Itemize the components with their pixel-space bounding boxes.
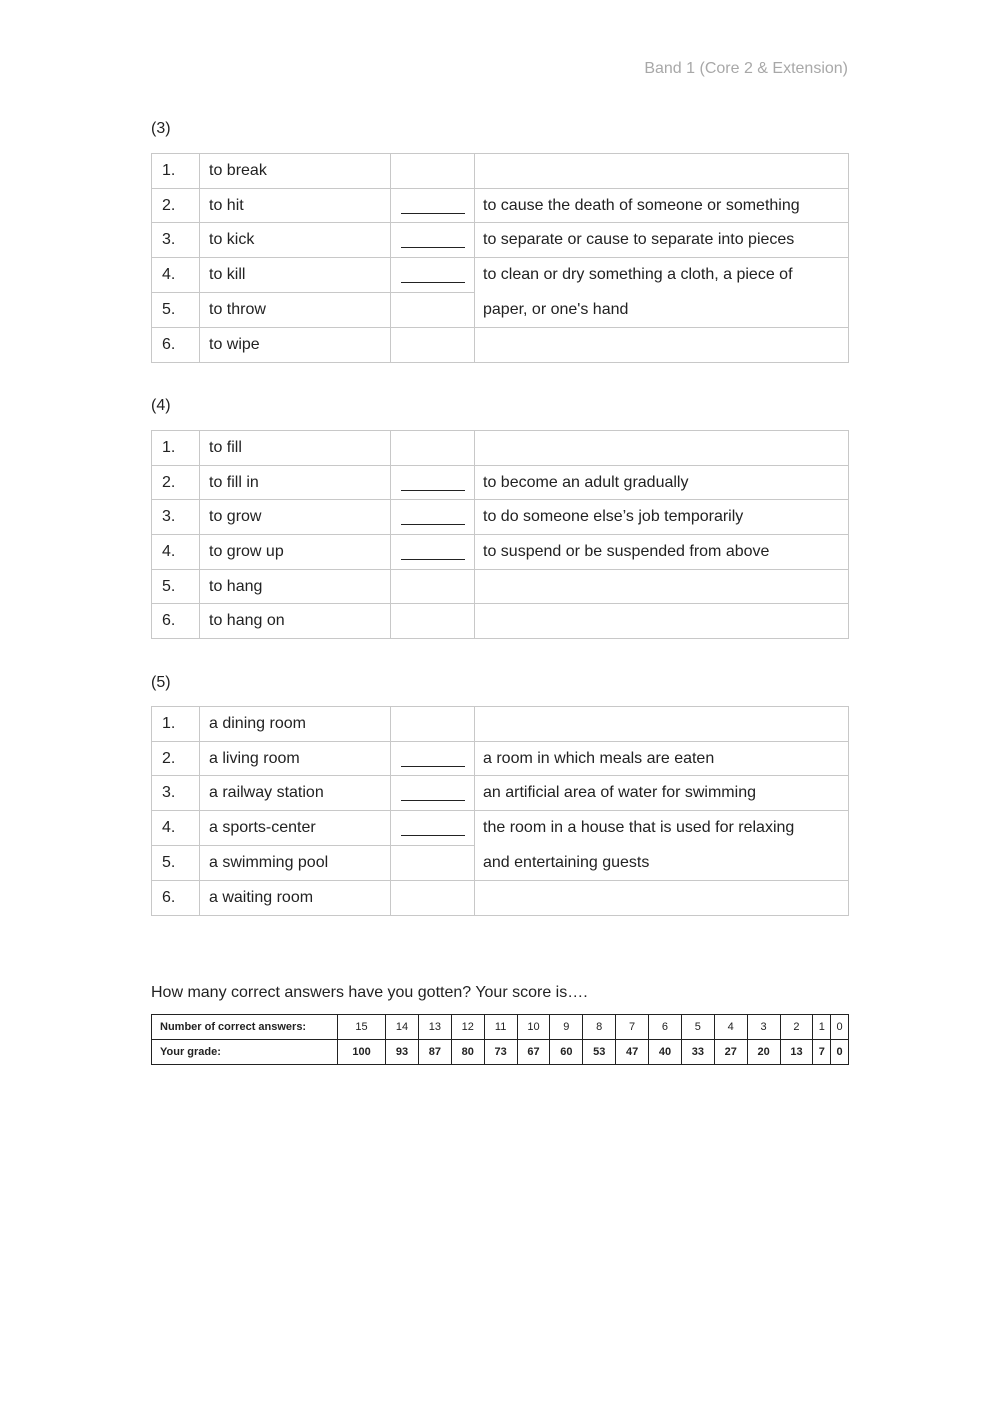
grade-value: 7 <box>813 1040 831 1065</box>
matching-table-3 <box>151 153 849 363</box>
score-question: How many correct answers have you gotten? Your score is…. <box>151 984 588 1001</box>
section-label-5: (5) <box>151 674 171 691</box>
item-word: to kick <box>200 223 391 258</box>
item-number: 2. <box>152 741 200 776</box>
correct-count: 0 <box>831 1015 849 1040</box>
correct-count: 15 <box>338 1015 386 1040</box>
grade-row <box>152 1040 849 1065</box>
answer-blank[interactable] <box>391 741 475 776</box>
grade-value: 33 <box>681 1040 714 1065</box>
item-number: 1. <box>152 431 200 466</box>
table-row <box>152 535 849 570</box>
item-number: 6. <box>152 881 200 916</box>
section-label-4: (4) <box>151 397 171 414</box>
item-word: a sports-center <box>200 811 391 846</box>
definition: to clean or dry something a cloth, a piece of paper, or one's hand <box>475 258 849 328</box>
table-row <box>152 258 849 293</box>
grade-value: 13 <box>780 1040 813 1065</box>
item-word: to hit <box>200 188 391 223</box>
item-number: 3. <box>152 500 200 535</box>
table-row <box>152 811 849 846</box>
item-word: to hang on <box>200 604 391 639</box>
answer-blank[interactable] <box>391 258 475 293</box>
table-row <box>152 465 849 500</box>
definition: to do someone else’s job temporarily <box>475 500 849 535</box>
answer-blank[interactable] <box>391 535 475 570</box>
definition: the room in a house that is used for relaxing and entertaining guests <box>475 811 849 881</box>
table-row <box>152 741 849 776</box>
grade-value: 53 <box>583 1040 616 1065</box>
table-row <box>152 154 849 189</box>
grade-value: 93 <box>386 1040 419 1065</box>
correct-count: 6 <box>649 1015 682 1040</box>
item-number: 5. <box>152 293 200 328</box>
item-word: a waiting room <box>200 881 391 916</box>
grade-value: 0 <box>831 1040 849 1065</box>
correct-count: 5 <box>681 1015 714 1040</box>
table-row <box>152 500 849 535</box>
table-row <box>152 569 849 604</box>
definition: a room in which meals are eaten <box>475 741 849 776</box>
grade-value: 47 <box>616 1040 649 1065</box>
item-number: 6. <box>152 604 200 639</box>
table-row <box>152 431 849 466</box>
table-row <box>152 776 849 811</box>
table-row <box>152 707 849 742</box>
grade-value: 27 <box>714 1040 747 1065</box>
item-word: to wipe <box>200 328 391 363</box>
definition: to suspend or be suspended from above <box>475 535 849 570</box>
definition: to separate or cause to separate into pieces <box>475 223 849 258</box>
item-number: 2. <box>152 188 200 223</box>
grade-value: 40 <box>649 1040 682 1065</box>
item-number: 1. <box>152 707 200 742</box>
item-word: to grow <box>200 500 391 535</box>
item-word: to kill <box>200 258 391 293</box>
table-row <box>152 604 849 639</box>
item-word: to break <box>200 154 391 189</box>
item-word: to fill in <box>200 465 391 500</box>
item-word: a swimming pool <box>200 846 391 881</box>
table-row <box>152 188 849 223</box>
item-number: 3. <box>152 776 200 811</box>
grade-value: 67 <box>517 1040 550 1065</box>
answer-blank[interactable] <box>391 223 475 258</box>
grade-value: 73 <box>484 1040 517 1065</box>
answer-blank[interactable] <box>391 500 475 535</box>
correct-count: 3 <box>747 1015 780 1040</box>
item-word: to grow up <box>200 535 391 570</box>
correct-count: 10 <box>517 1015 550 1040</box>
item-word: to throw <box>200 293 391 328</box>
answer-blank[interactable] <box>391 188 475 223</box>
item-number: 4. <box>152 258 200 293</box>
item-number: 4. <box>152 535 200 570</box>
correct-answers-row <box>152 1015 849 1040</box>
correct-answers-label: Number of correct answers: <box>152 1015 338 1040</box>
definition: an artificial area of water for swimming <box>475 776 849 811</box>
section-label-3: (3) <box>151 120 171 137</box>
correct-count: 14 <box>386 1015 419 1040</box>
correct-count: 1 <box>813 1015 831 1040</box>
correct-count: 4 <box>714 1015 747 1040</box>
item-number: 4. <box>152 811 200 846</box>
grade-label: Your grade: <box>152 1040 338 1065</box>
grade-value: 87 <box>418 1040 451 1065</box>
item-number: 3. <box>152 223 200 258</box>
definition: to become an adult gradually <box>475 465 849 500</box>
grade-value: 80 <box>451 1040 484 1065</box>
correct-count: 9 <box>550 1015 583 1040</box>
item-word: a railway station <box>200 776 391 811</box>
grade-value: 60 <box>550 1040 583 1065</box>
answer-blank[interactable] <box>391 776 475 811</box>
answer-blank[interactable] <box>391 811 475 846</box>
item-number: 5. <box>152 569 200 604</box>
item-word: to fill <box>200 431 391 466</box>
item-word: to hang <box>200 569 391 604</box>
item-word: a dining room <box>200 707 391 742</box>
item-number: 5. <box>152 846 200 881</box>
correct-count: 8 <box>583 1015 616 1040</box>
item-number: 1. <box>152 154 200 189</box>
matching-table-5 <box>151 706 849 916</box>
item-number: 6. <box>152 328 200 363</box>
table-row <box>152 881 849 916</box>
item-word: a living room <box>200 741 391 776</box>
correct-count: 13 <box>418 1015 451 1040</box>
correct-count: 12 <box>451 1015 484 1040</box>
definition: to cause the death of someone or something <box>475 188 849 223</box>
matching-table-4 <box>151 430 849 639</box>
item-number: 2. <box>152 465 200 500</box>
grade-value: 100 <box>338 1040 386 1065</box>
correct-count: 11 <box>484 1015 517 1040</box>
score-table <box>151 1014 849 1065</box>
table-row <box>152 328 849 363</box>
table-row <box>152 223 849 258</box>
grade-value: 20 <box>747 1040 780 1065</box>
correct-count: 7 <box>616 1015 649 1040</box>
document-header: Band 1 (Core 2 & Extension) <box>644 60 848 77</box>
correct-count: 2 <box>780 1015 813 1040</box>
answer-blank[interactable] <box>391 465 475 500</box>
